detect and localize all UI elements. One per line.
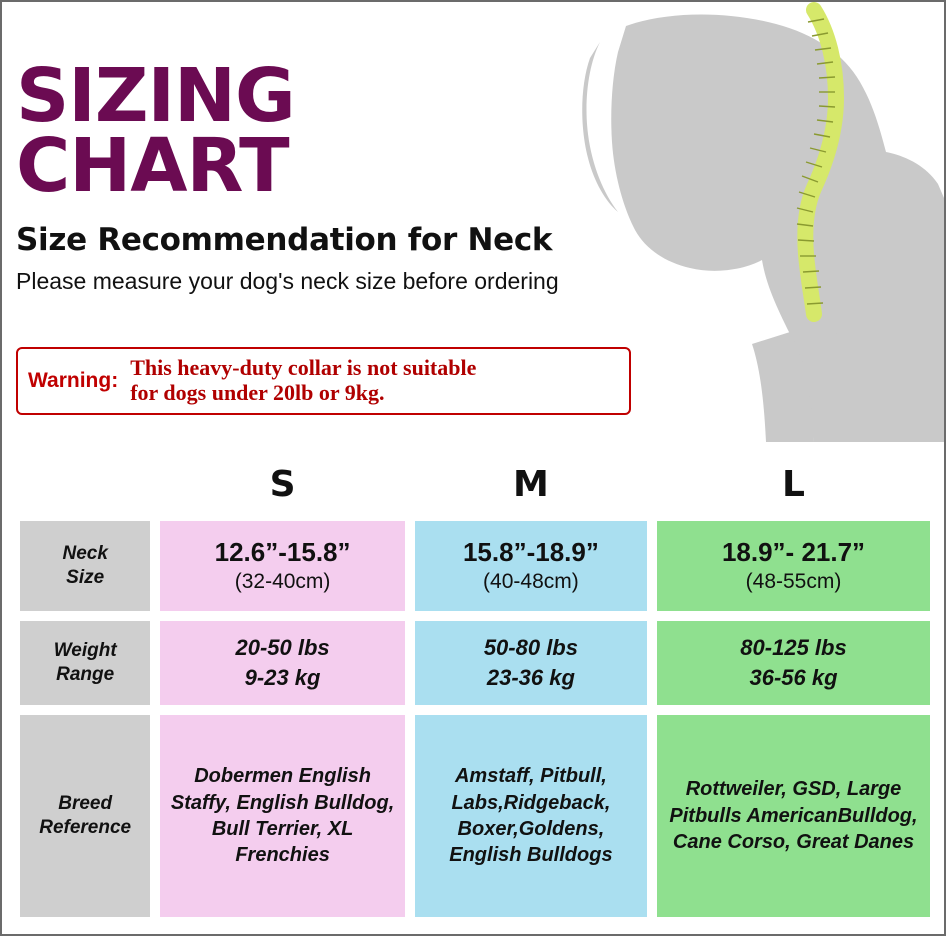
cell-neck-l (657, 521, 930, 611)
table-header-row (20, 464, 930, 511)
cell-breed-s-text: Dobermen English Staffy, English Bulldog, Bull Terrier, XL Frenchies (170, 765, 395, 867)
cell-weight-m-kg: 23-36 kg (486, 665, 575, 690)
row-label-neck-size (20, 521, 150, 611)
page-title-line1: SIZING (16, 53, 295, 139)
cell-breed-s (160, 715, 404, 917)
row-label-line1: Weight (53, 640, 117, 662)
cell-neck-s-sub: (32-40cm) (234, 569, 331, 593)
cell-weight-s-kg: 9-23 kg (244, 665, 321, 690)
row-label-weight-range (20, 621, 150, 705)
cell-neck-m-main: 15.8”-18.9” (462, 537, 599, 568)
cell-breed-m (415, 715, 647, 917)
cell-neck-m (415, 521, 647, 611)
header-size-l: L (782, 464, 805, 505)
heading-block (16, 53, 676, 295)
row-label-line2: Size (66, 567, 105, 588)
sizing-table-wrapper (10, 454, 940, 927)
subtitle: Size Recommendation for Neck (16, 222, 553, 259)
row-label-line2: Range (56, 664, 115, 685)
cell-neck-l-sub: (48-55cm) (745, 569, 842, 593)
table-row (20, 621, 930, 705)
row-label-line1: Breed (58, 793, 113, 815)
cell-weight-l (657, 621, 930, 705)
warning-box (16, 347, 631, 415)
row-label-breed-reference (20, 715, 150, 917)
cell-weight-s (160, 621, 404, 705)
cell-weight-s-lbs: 20-50 lbs (235, 635, 330, 661)
header-blank (20, 464, 150, 511)
row-label-line2: Reference (39, 817, 132, 838)
warning-text-line1: This heavy-duty collar is not suitable (130, 355, 477, 381)
cell-weight-l-kg: 36-56 kg (749, 665, 838, 690)
row-label-line1: Neck (62, 543, 108, 565)
sizing-table (10, 454, 940, 927)
cell-neck-s (160, 521, 404, 611)
cell-weight-m-lbs: 50-80 lbs (483, 635, 578, 661)
cell-weight-m (415, 621, 647, 705)
table-row (20, 715, 930, 917)
cell-neck-s-main: 12.6”-15.8” (214, 537, 351, 568)
cell-breed-m-text: Amstaff, Pitbull, Labs,Ridgeback, Boxer,Goldens, English Bulldogs (449, 765, 613, 867)
table-row (20, 521, 930, 611)
cell-weight-l-lbs: 80-125 lbs (740, 635, 847, 661)
cell-neck-l-main: 18.9”- 21.7” (721, 537, 866, 568)
cell-breed-l-text: Rottweiler, GSD, Large Pitbulls AmericanBulldog, Cane Corso, Great Danes (669, 778, 918, 854)
header-size-s: S (269, 464, 296, 505)
page-title-line2: CHART (16, 123, 289, 210)
warning-label: Warning: (28, 369, 119, 392)
warning-text (130, 356, 476, 405)
cell-neck-m-sub: (40-48cm) (483, 569, 579, 593)
instruction-text: Please measure your dog's neck size before ordering (16, 268, 559, 295)
warning-text-line2: for dogs under 20lb or 9kg. (130, 380, 385, 405)
header-size-m: M (512, 464, 549, 505)
cell-breed-l (657, 715, 930, 917)
